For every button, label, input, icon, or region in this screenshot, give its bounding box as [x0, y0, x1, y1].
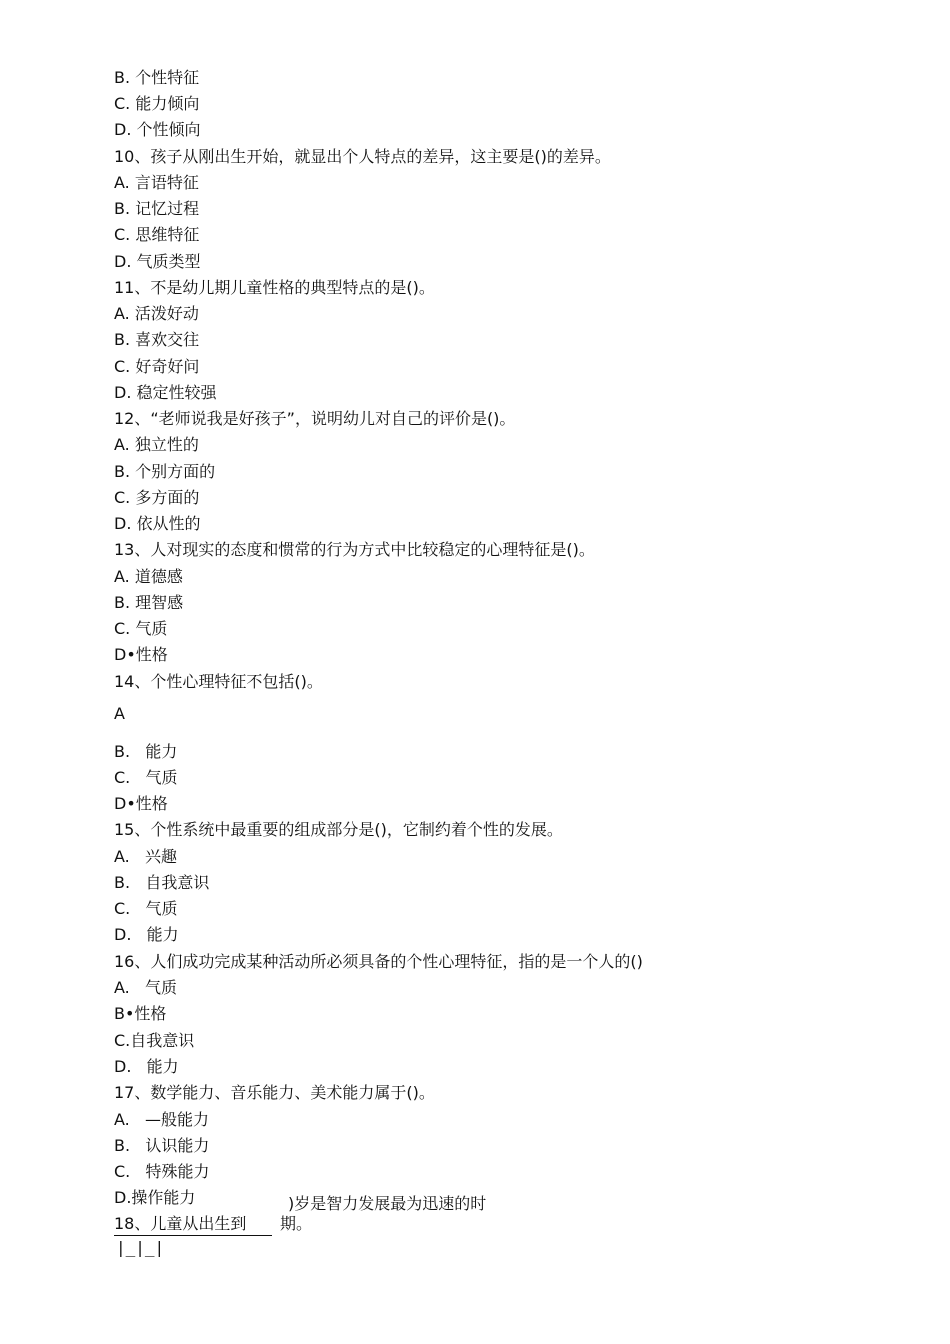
text-line: D. 个性倾向 [114, 120, 201, 139]
question-15: 15、个性系统中最重要的组成部分是()，它制约着个性的发展。 [114, 820, 563, 839]
text-line: B. 喜欢交往 [114, 330, 200, 349]
text-line: C. 好奇好问 [114, 357, 200, 376]
text-line: B•性格 [114, 1004, 167, 1023]
question-14: 14、个性心理特征不包括()。 [114, 672, 323, 691]
text-line: B. 个别方面的 [114, 462, 216, 481]
text-line: D•性格 [114, 794, 168, 813]
text-line: C. 多方面的 [114, 488, 200, 507]
question-18-start: 18、儿童从出生到 [114, 1214, 272, 1236]
text-line: D•性格 [114, 645, 168, 664]
text-line: A. 兴趣 [114, 847, 178, 866]
text-line: D. 能力 [114, 925, 179, 944]
text-line: C. 气质 [114, 619, 168, 638]
answer-marks: |_|_| [116, 1238, 165, 1257]
question-16: 16、人们成功完成某种活动所必须具备的个性心理特征，指的是一个人的() [114, 952, 643, 971]
text-line: D. 依从性的 [114, 514, 201, 533]
text-line: C. 特殊能力 [114, 1162, 210, 1181]
text-line: C.自我意识 [114, 1031, 195, 1050]
question-18-end: 期。 [280, 1214, 313, 1233]
text-line: D.操作能力 [114, 1188, 196, 1207]
text-line: B. 理智感 [114, 593, 184, 612]
text-line: B. 记忆过程 [114, 199, 200, 218]
text-line: C. 思维特征 [114, 225, 200, 244]
text-line: C. 气质 [114, 899, 178, 918]
text-line: A [114, 704, 125, 723]
question-13: 13、人对现实的态度和惯常的行为方式中比较稳定的心理特征是()。 [114, 540, 595, 559]
text-line: B. 能力 [114, 742, 178, 761]
text-line: B. 个性特征 [114, 68, 200, 87]
text-line: D. 气质类型 [114, 252, 201, 271]
question-11: 11、不是幼儿期儿童性格的典型特点的是()。 [114, 278, 435, 297]
text-line: B. 认识能力 [114, 1136, 210, 1155]
text-line: D. 稳定性较强 [114, 383, 217, 402]
text-line: A. 气质 [114, 978, 178, 997]
text-line: C. 能力倾向 [114, 94, 200, 113]
question-17: 17、数学能力、音乐能力、美术能力属于()。 [114, 1083, 435, 1102]
text-line: A. 独立性的 [114, 435, 199, 454]
text-line: A. 活泼好动 [114, 304, 199, 323]
question-18-mid: )岁是智力发展最为迅速的时 [288, 1194, 487, 1213]
question-12: 12、“老师说我是好孩子”，说明幼儿对自己的评价是()。 [114, 409, 516, 428]
text-line: C. 气质 [114, 768, 178, 787]
text-line: A. —般能力 [114, 1110, 210, 1129]
text-line: A. 道德感 [114, 567, 183, 586]
text-line: B. 自我意识 [114, 873, 210, 892]
text-line: A. 言语特征 [114, 173, 199, 192]
text-line: D. 能力 [114, 1057, 179, 1076]
question-10: 10、孩子从刚出生开始，就显出个人特点的差异，这主要是()的差异。 [114, 147, 611, 166]
